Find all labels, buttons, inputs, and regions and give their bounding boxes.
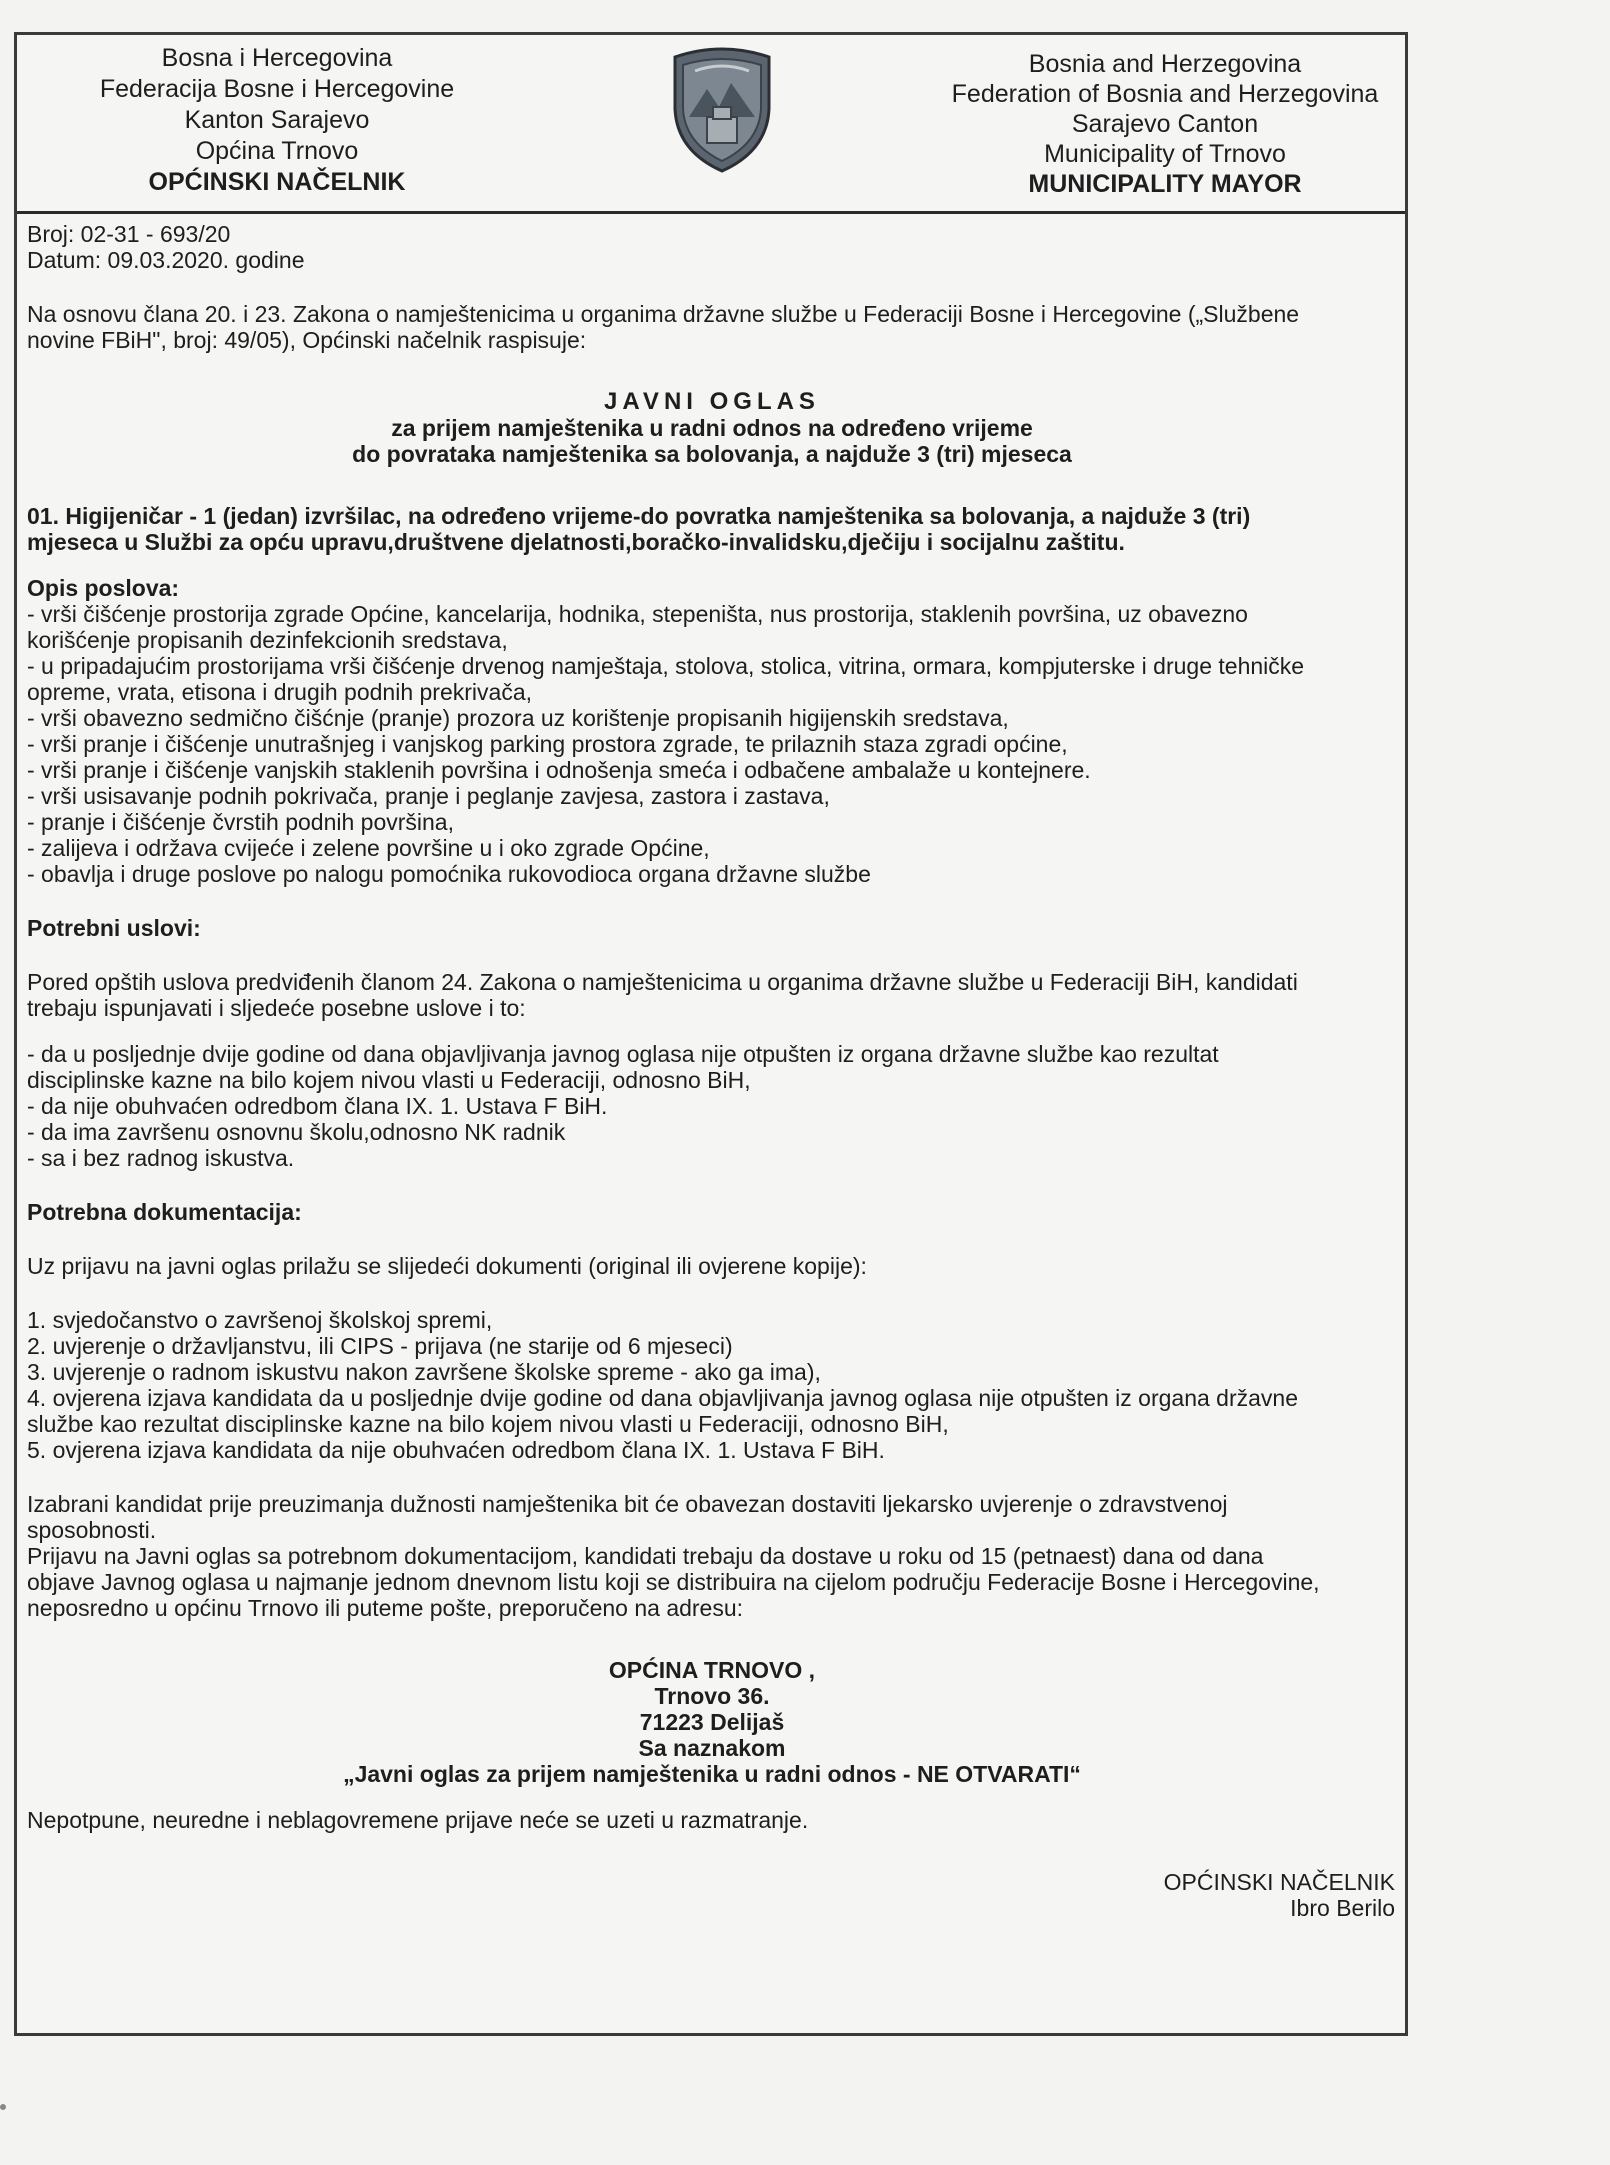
requirements-heading: Potrebni uslovi:: [27, 915, 201, 941]
document-item: 4. ovjerena izjava kandidata da u posljednje dvije godine od dana objavljivanja javnog oglasa nije otpušten iz organa državne: [27, 1385, 1298, 1411]
title-subtitle: do povrataka namještenika sa bolovanja, a najduže 3 (tri) mjeseca: [352, 441, 1072, 467]
letterhead-local-office: OPĆINSKI NAČELNIK: [148, 168, 406, 196]
duty-item: - vrši pranje i čišćenje unutrašnjeg i vanjskog parking prostora zgrade, te prilaznih staza zgradi općine,: [27, 731, 1068, 757]
duty-item: - vrši obavezno sedmično čišćnje (pranje) prozora uz korištenje propisanih higijenskih sredstava,: [27, 705, 1009, 731]
intro-line: Na osnovu člana 20. i 23. Zakona o namještenicima u organima državne službe u Federaciji Bosne i Hercegovine („Službene: [27, 301, 1300, 327]
requirements-intro-line: trebaju ispunjavati i sljedeće posebne uslove i to:: [27, 995, 526, 1021]
requirement-item: - sa i bez radnog iskustva.: [27, 1145, 295, 1171]
letterhead-local-line: Kanton Sarajevo: [184, 106, 370, 134]
document-item: 3. uvjerenje o radnom iskustvu nakon završene školske spreme - ako ga ima),: [27, 1359, 821, 1385]
title-subtitle: za prijem namještenika u radni odnos na određeno vrijeme: [391, 415, 1033, 441]
duty-item: - vrši usisavanje podnih pokrivača, pranje i peglanje zavjesa, zastora i zastava,: [27, 783, 830, 809]
municipal-coat-of-arms-icon: [667, 47, 777, 177]
duties-heading: Opis poslova:: [27, 575, 180, 601]
closing-line: Prijavu na Javni oglas sa potrebnom dokumentacijom, kandidati trebaju da dostave u roku od 15 (petnaest) dana od dana: [27, 1543, 1264, 1569]
mailing-address: [27, 1657, 1397, 1787]
duty-item: opreme, vrata, etisona i drugih podnih prekrivača,: [27, 679, 533, 705]
announcement-title: [27, 389, 1397, 467]
document-item: 5. ovjerena izjava kandidata da nije obuhvaćen odredbom člana IX. 1. Ustava F BiH.: [27, 1437, 885, 1463]
letterhead: [17, 35, 1405, 205]
letterhead-english-line: Bosnia and Herzegovina: [1028, 50, 1302, 78]
letterhead-english: [935, 49, 1395, 199]
requirement-item: disciplinske kazne na bilo kojem nivou vlasti u Federaciji, odnosno BiH,: [27, 1067, 751, 1093]
intro-paragraph: [27, 301, 1397, 353]
address-line: OPĆINA TRNOVO ,: [608, 1657, 816, 1683]
documents-section: [27, 1199, 1397, 1463]
letterhead-divider: [17, 211, 1405, 214]
closing-section: [27, 1491, 1397, 1621]
duties-section: [27, 575, 1397, 887]
letterhead-english-line: Federation of Bosnia and Herzegovina: [951, 80, 1379, 108]
duty-item: - pranje i čišćenje čvrstih podnih površina,: [27, 809, 454, 835]
documents-heading: Potrebna dokumentacija:: [27, 1199, 302, 1225]
address-line: Sa naznakom: [638, 1735, 786, 1761]
reference-number: Broj: 02-31 - 693/20: [27, 221, 231, 247]
address-line: „Javni oglas za prijem namještenika u radni odnos - NE OTVARATI“: [343, 1761, 1081, 1787]
duty-item: - zalijeva i održava cvijeće i zelene površine u i oko zgrade Općine,: [27, 835, 710, 861]
reference-block: [27, 221, 1397, 273]
document-item: 1. svjedočanstvo o završenoj školskoj spremi,: [27, 1307, 493, 1333]
requirement-item: - da u posljednje dvije godine od dana objavljivanja javnog oglasa nije otpušten iz organa državne službe kao rezultat: [27, 1041, 1219, 1067]
letterhead-local-line: Općina Trnovo: [195, 137, 359, 165]
position-line: mjeseca u Službi za opću upravu,društvene djelatnosti,boračko-invalidsku,dječiju i socijalnu zaštitu.: [27, 529, 1125, 555]
requirement-item: - da ima završenu osnovnu školu,odnosno NK radnik: [27, 1119, 566, 1145]
documents-intro: Uz prijavu na javni oglas prilažu se slijedeći dokumenti (original ili ovjerene kopije):: [27, 1253, 867, 1279]
duty-item: - vrši čišćenje prostorija zgrade Općine, kancelarija, hodnika, stepeništa, nus prostorija, staklenih površina, uz obavezno: [27, 601, 1248, 627]
incomplete-applications-notice: Nepotpune, neuredne i neblagovremene prijave neće se uzeti u razmatranje.: [27, 1807, 809, 1833]
duty-item: korišćenje propisanih dezinfekcionih sredstava,: [27, 627, 508, 653]
announcement-body: [27, 221, 1397, 1921]
closing-line: neposredno u općinu Trnovo ili puteme pošte, preporučeno na adresu:: [27, 1595, 744, 1621]
signature-block: [27, 1869, 1397, 1921]
closing-line: objave Javnog oglasa u najmanje jednom dnevnom listu koji se distribuira na cijelom području Federacije Bosne i Hercegovine,: [27, 1569, 1320, 1595]
signature-name: Ibro Berilo: [1290, 1895, 1395, 1921]
duty-item: - u pripadajućim prostorijama vrši čišćenje drvenog namještaja, stolova, stolica, vitrina, ormara, kompjuterske i druge tehničke: [27, 653, 1305, 679]
scan-speck: [0, 2104, 6, 2110]
letterhead-local-line: Federacija Bosne i Hercegovine: [99, 75, 455, 103]
closing-line: sposobnosti.: [27, 1517, 157, 1543]
requirements-section: [27, 915, 1397, 1171]
document-item: 2. uvjerenje o državljanstvu, ili CIPS - prijava (ne starije od 6 mjeseci): [27, 1333, 733, 1359]
address-line: Trnovo 36.: [654, 1683, 770, 1709]
reference-date: Datum: 09.03.2020. godine: [27, 247, 305, 273]
position-line: 01. Higijeničar - 1 (jedan) izvršilac, na određeno vrijeme-do povratka namještenika sa bolovanja, a najduže 3 (tri): [27, 503, 1251, 529]
position-description: [27, 503, 1397, 555]
title-main: JAVNI OGLAS: [604, 388, 820, 415]
intro-line: novine FBiH", broj: 49/05), Općinski načelnik raspisuje:: [27, 327, 587, 353]
letterhead-local: [87, 43, 467, 198]
closing-line: Izabrani kandidat prije preuzimanja dužnosti namještenika bit će obavezan dostaviti ljekarsko uvjerenje o zdravstvenoj: [27, 1491, 1228, 1517]
announcement-frame: [14, 32, 1408, 2036]
duty-item: - vrši pranje i čišćenje vanjskih staklenih površina i odnošenja smeća i odbačene ambalaže u kontejnere.: [27, 757, 1091, 783]
letterhead-english-line: Municipality of Trnovo: [1044, 140, 1286, 168]
address-line: 71223 Delijaš: [639, 1709, 785, 1735]
letterhead-english-office: MUNICIPALITY MAYOR: [1028, 170, 1302, 198]
letterhead-local-line: Bosna i Hercegovina: [161, 44, 393, 72]
duty-item: - obavlja i druge poslove po nalogu pomoćnika rukovodioca organa državne službe: [27, 861, 871, 887]
letterhead-english-line: Sarajevo Canton: [1071, 110, 1259, 138]
requirements-intro-line: Pored opštih uslova predviđenih članom 24. Zakona o namještenicima u organima državne službe u Federaciji BiH, kandidati: [27, 969, 1298, 995]
document-item: službe kao rezultat disciplinske kazne na bilo kojem nivou vlasti u Federaciji, odnosno BiH,: [27, 1411, 949, 1437]
requirement-item: - da nije obuhvaćen odredbom člana IX. 1. Ustava F BiH.: [27, 1093, 608, 1119]
signature-title: OPĆINSKI NAČELNIK: [1163, 1869, 1395, 1895]
